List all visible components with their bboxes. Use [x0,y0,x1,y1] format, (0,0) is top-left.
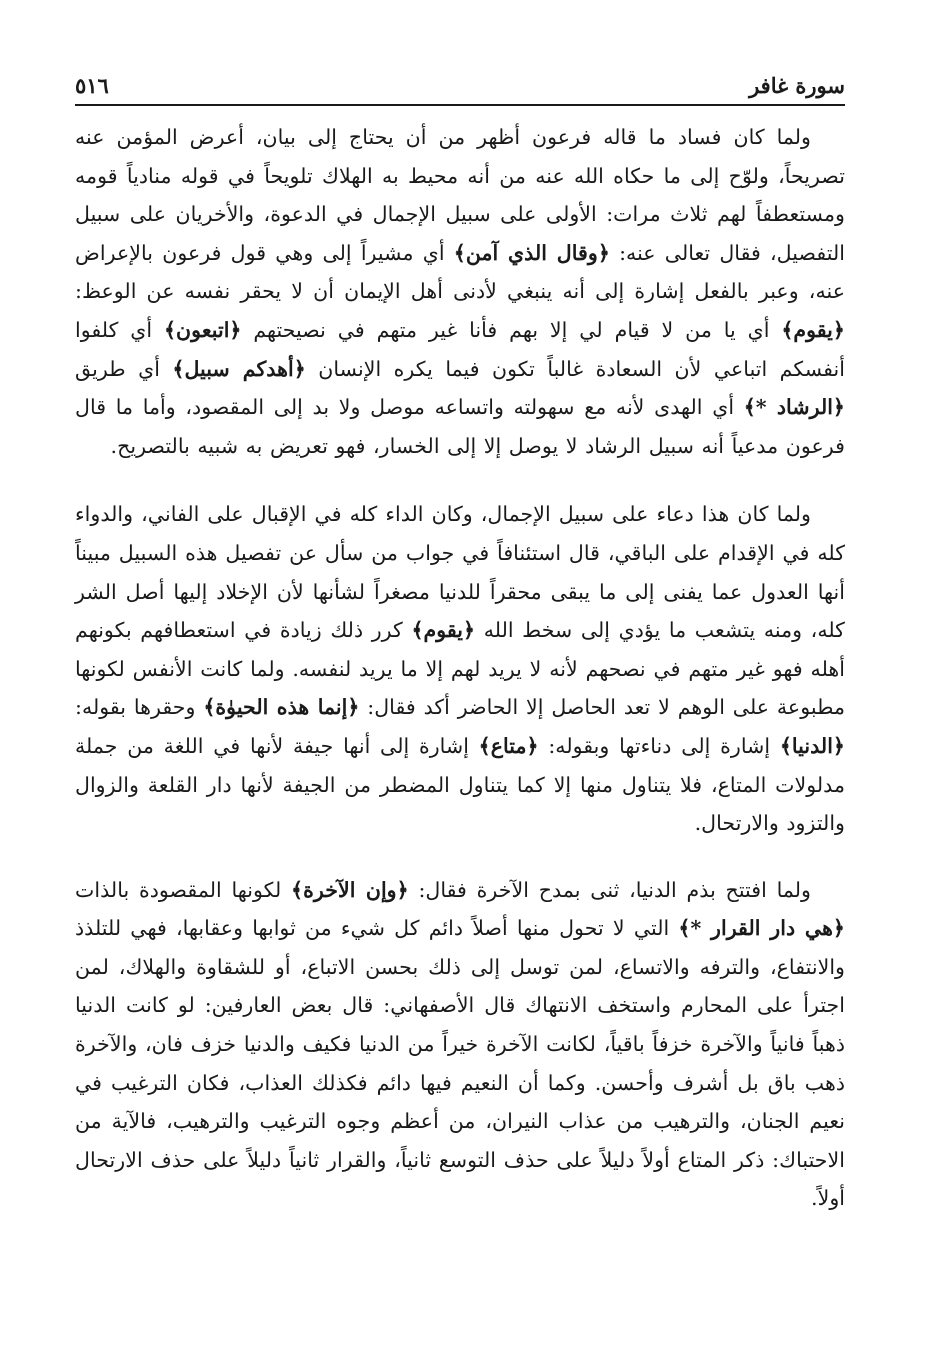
paragraph-text: إشارة إلى دناءتها وبقوله: [538,733,780,758]
quran-quote: ﴿يقوم﴾ [411,618,476,643]
surah-title: سورة غافر [749,73,845,98]
paragraph-2 [75,495,845,842]
paragraph-text: أي الهدى لأنه مع سهولته واتساعه موصل ولا بد إلى المقصود، وأما ما قال فرعون مدعياً أنه سبيل الرشاد لا يوصل إلا إلى الخسار، فهو تعريض به شبيه بالتصريح. [75,395,845,458]
paragraph-text: إشارة إلى أنها جيفة لأنها في اللغة من جملة مدلولات المتاع، فلا يتناول منها إلا كما يتناول المضطر من الجيفة لأنها دار القلعة والزوال والتزود والارتحال. [75,733,845,836]
paragraph-text: أي طريق [75,356,173,381]
quran-quote: ﴿إنما هذه الحيوٰة﴾ [203,695,360,720]
quran-quote: ﴿أهدكم سبيل﴾ [172,356,306,381]
page-header [75,62,845,106]
document-page [75,62,845,1322]
paragraph-3 [75,871,845,1218]
quran-quote: ﴿وقال الذي آمن﴾ [453,240,610,265]
paragraph-text: أي كلفوا أنفسكم اتباعي لأن السعادة غالباً تكون فيما يكره الإنسان [75,317,846,381]
paragraph-text: لكونها المقصودة بالذات [75,877,292,902]
quran-quote: ﴿هي دار القرار *﴾ [678,916,846,941]
quran-quote: ﴿متاع﴾ [478,733,539,758]
page-number: ٥١٦ [75,73,109,98]
paragraph-text: ولما افتتح بذم الدنيا، ثنى بمدح الآخرة فقال: [408,877,811,902]
quran-quote: ﴿اتبعون﴾ [163,317,242,342]
paragraph-text: كرر ذلك زيادة في استعطافهم بكونهم أهله فهو غير متهم في نصحهم لأنه لا يريد لهم إلا ما يريد لنفسه. ولما كانت الأنفس لكونها مطبوعة على الوهم لا تعد الحاصل إلا الحاضر أكد فقال: [75,618,845,720]
paragraph-1 [75,118,845,465]
paragraph-text: وحقرها بقوله: [75,695,204,720]
paragraph-text: ولما كان هذا دعاء على سبيل الإجمال، وكان الداء كله في الإقبال على الفاني، والدواء كله في الإقدام على الباقي، قال استئنافاً في جواب من سأل عن تفصيل هذه السبيل مبيناً أنها العدول عما يفنى إلى ما يبقى محقراً للدنيا مصغراً لشأنها لأن الإخلاد إليها أصل الشر كله، ومنه يتشعب ما يؤدي إلى سخط الله [75,502,845,643]
paragraph-text: أي يا من لا قيام لي إلا بهم فأنا غير متهم في نصيحتهم [241,317,782,342]
paragraph-text: أي مشيراً إلى وهي قول فرعون بالإعراض عنه، وعبر بالفعل إشارة إلى أنه ينبغي لأدنى أهل الإيمان أن لا يحقر نفسه عن الوعظ: [75,240,845,304]
quran-quote: ﴿الدنيا﴾ [779,733,845,758]
paragraph-text: ولما كان فساد ما قاله فرعون أظهر من أن يحتاج إلى بيان، أعرض المؤمن عنه تصريحاً، ولوّح إلى ما حكاه الله عنه من أنه محيط به الهلاك تلويحاً في قوله منادياً قومه ومستعطفاً لهم ثلاث مرات: الأولى على سبيل الإجمال في الدعوة، والأخريان على سبيل التفصيل، فقال تعالى عنه: [75,125,845,265]
paragraph-text: التي لا تحول منها أصلاً دائم كل شيء من ثوابها وعقابها، فهي للتلذذ والانتفاع، والترفه والاتساع، لمن توسل إلى ذلك بحسن الاتباع، أو للشقاوة والهلاك، لمن اجترأ على المحارم واستخف الانتهاك قال الأصفهاني: قال بعض العارفين: لو كانت الدنيا ذهباً فانياً والآخرة خزفاً باقياً، لكانت الآخرة خيراً من الدنيا فكيف والدنيا خزف فان، والآخرة ذهب باق بل أشرف وأحسن. وكما أن النعيم فيها دائم فكذلك العذاب، فكان الترغيب في نعيم الجنان، والترهيب من عذاب النيران، من أعظم وجوه الترغيب والترهيب، فالآية من الاحتباك: ذكر المتاع أولاً دليلاً على حذف التوسع ثانياً، والقرار ثانياً دليلاً على حذف الارتحال أولاً. [75,916,845,1211]
quran-quote: ﴿الرشاد *﴾ [743,395,846,420]
quran-quote: ﴿وإن الآخرة﴾ [291,877,409,902]
quran-quote: ﴿يقوم﴾ [781,317,845,342]
